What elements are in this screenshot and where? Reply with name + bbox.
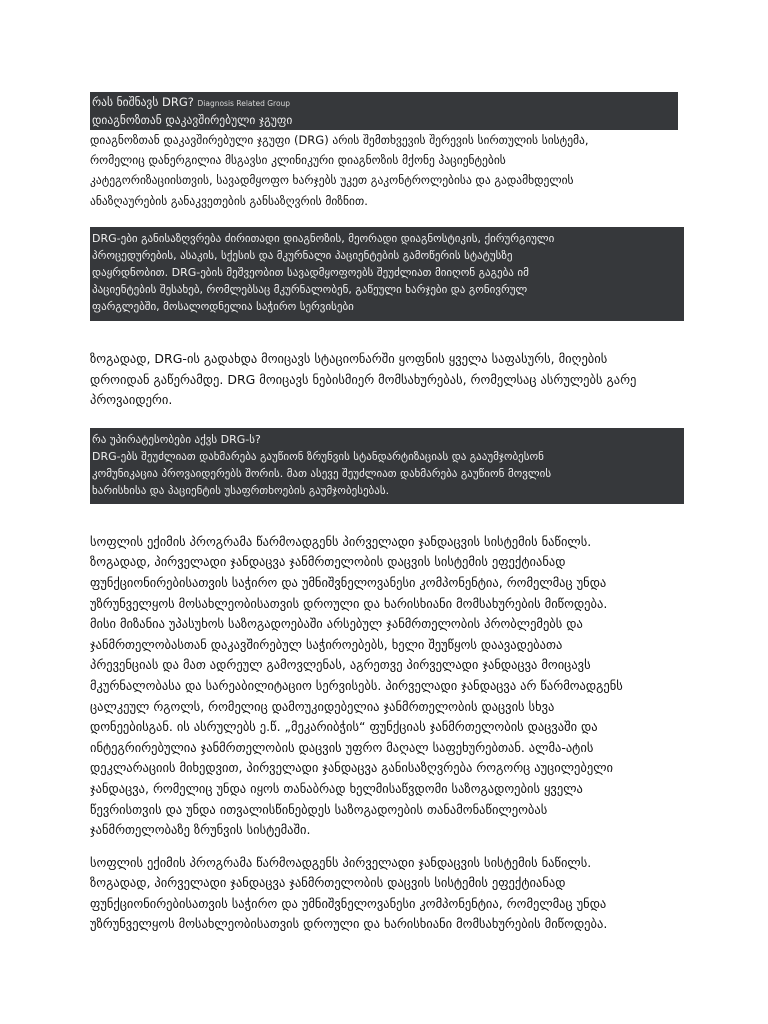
paragraph-line: მკურნალობასა და სარეაბილიტაციო სერვისებს. პირველადი ჯანდაცვა არ წარმოადგენს: [90, 677, 623, 693]
drg-explanation-block: [90, 227, 684, 321]
paragraph-line: დონეებისგან. ის ასრულებს ე.წ. „მეკარიბჭის“ ფუნქციას ჯანმრთელობის დაცვაში და: [90, 719, 598, 735]
paragraph-line: ცალკეულ რგოლს, რომელიც დამოუკიდებელია ჯანმრთელობის დაცვის სხვა: [90, 698, 555, 714]
drg-advantages-title: რა უპირატესობები აქვს DRG-ს?: [92, 432, 261, 446]
document-page: [90, 92, 678, 935]
paragraph-line: სოფლის ექიმის პროგრამა წარმოადგენს პირველადი ჯანდაცვის სისტემის ნაწილს.: [90, 533, 592, 549]
drg-definition-line: ანაზღაურების განაკვეთების განსაზღვრის მიზნით.: [90, 193, 368, 208]
paragraph-line: უზრუნველყოს მოსახლეობისათვის დროული და ხარისხიანი მომსახურების მიწოდება.: [90, 916, 608, 932]
drg-advantages-line: კომუნიკაცია პროვაიდერებს შორის. მათ ასევე შეუძლიათ დახმარება გაუწიონ მოვლის: [92, 466, 552, 480]
paragraph-line: ფუნქციონირებისათვის საჭირო და უმნიშვნელოვანესი კომპონენტია, რომელმაც უნდა: [90, 895, 607, 911]
paragraph-line: ფუნქციონირებისათვის საჭირო და უმნიშვნელოვანესი კომპონენტია, რომელმაც უნდა: [90, 574, 607, 590]
paragraph-line: პროვაიდერი.: [90, 392, 173, 408]
rural-doctor-paragraph-repeat: [90, 853, 678, 935]
paragraph-line: ზოგადად, DRG-ის გადახდა მოიცავს სტაციონარში ყოფნის ყველა საფასურს, მიღების: [90, 351, 608, 366]
paragraph-line: სოფლის ექიმის პროგრამა წარმოადგენს პირველადი ჯანდაცვის სისტემის ნაწილს.: [90, 854, 592, 870]
drg-definition: [90, 132, 678, 210]
rural-doctor-paragraph: [90, 532, 678, 841]
paragraph-line: წევრისთვის და უნდა ითვალისწინებდეს საზოგადოების თანამონაწილეობას: [90, 801, 548, 817]
drg-explanation-line: დაყრდნობით. DRG-ების მეშვეობით სავადმყოფოებს შეუძლიათ მიიღონ გაგება იმ: [92, 266, 529, 279]
paragraph-line: ზოგადად, პირველადი ჯანდაცვა ჯანმრთელობის დაცვის სისტემის ეფექტიანად: [90, 875, 566, 891]
paragraph-line: ზოგადად, პირველადი ჯანდაცვა ჯანმრთელობის დაცვის სისტემის ეფექტიანად: [90, 554, 566, 570]
drg-explanation-line: პაციენტების შესახებ, რომლებსაც მკურნალობენ, გაწეული ხარჯები და გონივრულ: [92, 283, 528, 296]
drg-title-suffix: Diagnosis Related Group: [197, 99, 291, 108]
paragraph-line: ჯანმრთელობაზე ზრუნვის სისტემაში.: [90, 822, 311, 838]
paragraph-line: ჯანდაცვა, რომელიც უნდა იყოს თანაბრად ხელმისაწვდომი საზოგადოების ყველა: [90, 780, 583, 796]
drg-explanation-line: პროცედურების, ასაკის, სქესის და მკურნალი პაციენტების გამოწერის სტატუსზე: [92, 249, 513, 262]
drg-payment-paragraph: [90, 349, 678, 411]
drg-title-text: რას ნიშნავს DRG?: [92, 95, 194, 109]
paragraph-line: დეკლარაციის მიხედვით, პირველადი ჯანდაცვა განისაზღვრება როგორც აუცილებელი: [90, 760, 613, 776]
drg-advantages-line: ხარისხისა და პაციენტის უსაფრთხოების გაუმჯობესებას.: [92, 483, 390, 497]
paragraph-line: მისი მიზანია უპასუხოს საზოგადოებაში არსებულ ჯანმრთელობის პრობლემებს და: [90, 616, 583, 632]
paragraph-line: ინტეგრირებულია ჯანმრთელობის დაცვის უფრო მაღალ საფეხურებთან. ალმა-ატის: [90, 739, 594, 755]
drg-advantages-line: DRG-ებს შეუძლიათ დახმარება გაუწიონ ზრუნვის სტანდარტიზაციას და გააუმჯობესონ: [92, 449, 544, 463]
paragraph-line: ჯანმრთელობასთან დაკავშირებულ საჭიროებებს, ხელი შეუწყოს დაავადებათა: [90, 636, 563, 652]
drg-definition-line: რომელიც დანერგილია მსგავსი კლინიკური დიაგნოზის მქონე პაციენტების: [90, 152, 506, 167]
paragraph-line: უზრუნველყოს მოსახლეობისათვის დროული და ხარისხიანი მომსახურების მიწოდება.: [90, 595, 608, 611]
drg-subtitle: დიაგნოზთან დაკავშირებული ჯგუფი: [92, 113, 293, 127]
paragraph-line: პრევენციას და მათ ადრეულ გამოვლენას, აგრეთვე პირველადი ჯანდაცვა მოიცავს: [90, 657, 591, 673]
paragraph-line: დროიდან გაწერამდე. DRG მოიცავს ნებისმიერ მომსახურებას, რომელსაც ასრულებს გარე: [90, 371, 637, 387]
drg-advantages-block: [90, 428, 684, 504]
drg-definition-line: კატეგორიზაციისთვის, სავადმყოფო ხარჯებს უკეთ გაკონტროლებისა და გადამხდელის: [90, 173, 574, 187]
drg-title: [92, 94, 676, 112]
drg-explanation-line: ფარგლებში, მოსალოდნელია საჭირო სერვისები: [92, 300, 354, 313]
drg-explanation-line: DRG-ები განისაზღვრება ძირითადი დიაგნოზის, მეორადი დიაგნოსტიკის, ქირურგიული: [92, 232, 555, 245]
drg-title-block: [90, 92, 678, 130]
drg-definition-line: დიაგნოზთან დაკავშირებული ჯგუფი (DRG) არის შემთხვევის შერევის სირთულის სისტემა,: [90, 133, 589, 147]
